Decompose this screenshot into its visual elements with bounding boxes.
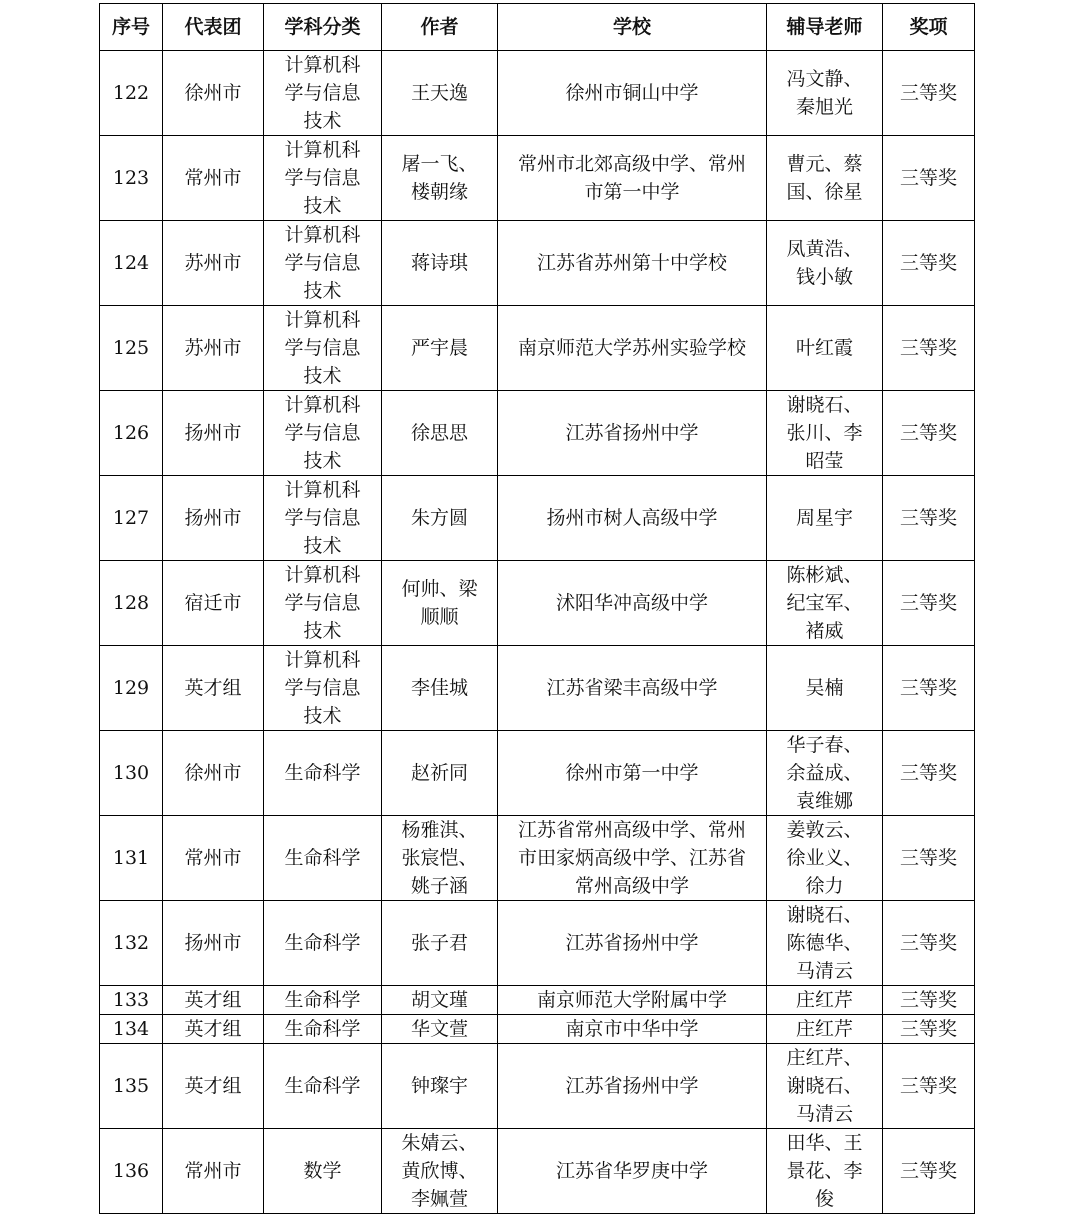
header-subject: 学科分类 (264, 4, 382, 51)
cell-teacher-line: 庄红芹 (795, 989, 853, 1011)
cell-award: 三等奖 (883, 1044, 975, 1129)
cell-subject-line: 计算机科 (284, 649, 361, 671)
cell-award: 三等奖 (883, 1129, 975, 1214)
cell-team: 英才组 (163, 1015, 264, 1044)
cell-school-line: 徐州市铜山中学 (565, 82, 699, 104)
cell-teacher (767, 1129, 883, 1214)
cell-subject (264, 476, 382, 561)
cell-subject-line: 生命科学 (284, 1018, 361, 1040)
cell-subject-line: 计算机科 (284, 564, 361, 586)
cell-author (382, 901, 498, 986)
cell-subject-line: 技术 (303, 705, 342, 727)
cell-team: 英才组 (163, 646, 264, 731)
cell-author-line: 顺顺 (420, 606, 459, 628)
cell-subject-line: 计算机科 (284, 54, 361, 76)
cell-subject-line: 学与信息 (284, 507, 361, 529)
cell-team: 英才组 (163, 986, 264, 1015)
cell-teacher (767, 646, 883, 731)
cell-author (382, 1044, 498, 1129)
cell-school-line: 扬州市树人高级中学 (546, 507, 718, 529)
cell-team: 扬州市 (163, 391, 264, 476)
cell-award: 三等奖 (883, 136, 975, 221)
cell-school-line: 江苏省梁丰高级中学 (546, 677, 718, 699)
cell-teacher (767, 391, 883, 476)
cell-subject-line: 学与信息 (284, 167, 361, 189)
cell-team: 常州市 (163, 816, 264, 901)
cell-no: 134 (100, 1015, 163, 1044)
cell-award: 三等奖 (883, 1015, 975, 1044)
cell-author (382, 136, 498, 221)
cell-subject (264, 391, 382, 476)
cell-teacher-line: 姜敦云、 (786, 819, 863, 841)
cell-no: 130 (100, 731, 163, 816)
cell-school-line: 南京师范大学附属中学 (536, 989, 727, 1011)
cell-school-line: 市第一中学 (584, 181, 680, 203)
cell-author-line: 严宇晨 (410, 337, 468, 359)
cell-author-line: 赵祈同 (410, 762, 468, 784)
cell-author-line: 胡文瑾 (410, 989, 468, 1011)
cell-teacher-line: 庄红芹 (795, 1018, 853, 1040)
cell-no: 126 (100, 391, 163, 476)
cell-teacher (767, 1015, 883, 1044)
cell-award: 三等奖 (883, 901, 975, 986)
cell-teacher-line: 徐力 (805, 875, 844, 897)
cell-no: 131 (100, 816, 163, 901)
cell-teacher (767, 731, 883, 816)
cell-no: 135 (100, 1044, 163, 1129)
cell-teacher (767, 476, 883, 561)
cell-school (498, 221, 767, 306)
cell-subject-line: 生命科学 (284, 932, 361, 954)
cell-award: 三等奖 (883, 731, 975, 816)
cell-school (498, 986, 767, 1015)
cell-subject-line: 计算机科 (284, 394, 361, 416)
cell-teacher-line: 张川、李 (786, 422, 863, 444)
cell-teacher (767, 51, 883, 136)
cell-author-line: 屠一飞、 (401, 153, 478, 175)
table-row (100, 1015, 975, 1044)
cell-teacher (767, 816, 883, 901)
cell-author-line: 何帅、梁 (401, 578, 478, 600)
cell-no: 132 (100, 901, 163, 986)
cell-subject-line: 技术 (303, 280, 342, 302)
table-row (100, 816, 975, 901)
cell-subject (264, 136, 382, 221)
cell-author (382, 391, 498, 476)
cell-teacher-line: 袁维娜 (795, 790, 853, 812)
cell-award: 三等奖 (883, 391, 975, 476)
cell-teacher-line: 马清云 (795, 960, 853, 982)
cell-subject-line: 生命科学 (284, 1075, 361, 1097)
cell-teacher (767, 986, 883, 1015)
cell-teacher-line: 谢晓石、 (786, 904, 863, 926)
cell-subject-line: 技术 (303, 620, 342, 642)
cell-subject (264, 51, 382, 136)
table-row (100, 561, 975, 646)
cell-author (382, 1015, 498, 1044)
table-row (100, 646, 975, 731)
cell-school (498, 1129, 767, 1214)
cell-award: 三等奖 (883, 986, 975, 1015)
cell-teacher-line: 庄红芹、 (786, 1047, 863, 1069)
cell-teacher (767, 136, 883, 221)
cell-subject-line: 生命科学 (284, 762, 361, 784)
cell-teacher-line: 国、徐星 (786, 181, 863, 203)
cell-award: 三等奖 (883, 221, 975, 306)
cell-subject-line: 技术 (303, 365, 342, 387)
table-row (100, 391, 975, 476)
cell-author (382, 646, 498, 731)
cell-school-line: 江苏省常州高级中学、常州 (517, 819, 746, 841)
cell-school-line: 江苏省华罗庚中学 (555, 1160, 708, 1182)
cell-teacher-line: 吴楠 (805, 677, 844, 699)
cell-teacher (767, 561, 883, 646)
cell-author-line: 朱婧云、 (401, 1132, 478, 1154)
cell-subject-line: 学与信息 (284, 422, 361, 444)
cell-school-line: 沭阳华冲高级中学 (555, 592, 708, 614)
table-row (100, 986, 975, 1015)
cell-award: 三等奖 (883, 51, 975, 136)
cell-school-line: 常州高级中学 (574, 875, 689, 897)
cell-author (382, 1129, 498, 1214)
table-header-row (100, 4, 975, 51)
cell-team: 苏州市 (163, 306, 264, 391)
cell-school-line: 徐州市第一中学 (565, 762, 699, 784)
cell-school (498, 561, 767, 646)
cell-author (382, 51, 498, 136)
cell-author (382, 476, 498, 561)
cell-teacher-line: 曹元、蔡 (786, 153, 863, 175)
table-row (100, 1129, 975, 1214)
cell-subject-line: 数学 (303, 1160, 342, 1182)
cell-author-line: 姚子涵 (410, 875, 468, 897)
table-row (100, 901, 975, 986)
cell-team: 扬州市 (163, 901, 264, 986)
table-row (100, 306, 975, 391)
cell-no: 127 (100, 476, 163, 561)
cell-teacher-line: 凤黄浩、 (786, 238, 863, 260)
cell-teacher-line: 马清云 (795, 1103, 853, 1125)
cell-subject-line: 生命科学 (284, 847, 361, 869)
cell-no: 124 (100, 221, 163, 306)
cell-subject (264, 816, 382, 901)
header-no: 序号 (100, 4, 163, 51)
table-row (100, 476, 975, 561)
cell-author (382, 986, 498, 1015)
cell-school-line: 江苏省扬州中学 (565, 422, 699, 444)
cell-author-line: 李佳城 (410, 677, 468, 699)
cell-author (382, 306, 498, 391)
cell-award: 三等奖 (883, 476, 975, 561)
cell-author (382, 221, 498, 306)
cell-school (498, 901, 767, 986)
cell-teacher-line: 徐业义、 (786, 847, 863, 869)
cell-teacher-line: 秦旭光 (795, 96, 853, 118)
cell-team: 宿迁市 (163, 561, 264, 646)
cell-teacher-line: 冯文静、 (786, 68, 863, 90)
cell-subject (264, 646, 382, 731)
cell-school (498, 136, 767, 221)
cell-author-line: 张宸恺、 (401, 847, 478, 869)
cell-subject-line: 技术 (303, 535, 342, 557)
cell-author (382, 731, 498, 816)
cell-author-line: 张子君 (410, 932, 468, 954)
cell-subject-line: 计算机科 (284, 309, 361, 331)
cell-author-line: 杨雅淇、 (401, 819, 478, 841)
cell-teacher-line: 褚威 (805, 620, 844, 642)
header-award: 奖项 (883, 4, 975, 51)
cell-school (498, 816, 767, 901)
cell-subject (264, 1129, 382, 1214)
cell-subject-line: 学与信息 (284, 592, 361, 614)
cell-no: 128 (100, 561, 163, 646)
awards-table (99, 3, 975, 1214)
cell-school (498, 306, 767, 391)
table-row (100, 221, 975, 306)
header-teacher: 辅导老师 (767, 4, 883, 51)
table-row (100, 136, 975, 221)
cell-no: 136 (100, 1129, 163, 1214)
cell-no: 133 (100, 986, 163, 1015)
cell-teacher-line: 景花、李 (786, 1160, 863, 1182)
cell-award: 三等奖 (883, 646, 975, 731)
cell-subject-line: 技术 (303, 195, 342, 217)
cell-teacher-line: 华子春、 (786, 734, 863, 756)
cell-teacher-line: 谢晓石、 (786, 1075, 863, 1097)
cell-author (382, 816, 498, 901)
cell-subject-line: 计算机科 (284, 479, 361, 501)
cell-teacher-line: 陈德华、 (786, 932, 863, 954)
cell-subject-line: 学与信息 (284, 337, 361, 359)
cell-subject (264, 731, 382, 816)
cell-subject (264, 986, 382, 1015)
cell-author-line: 华文萱 (410, 1018, 468, 1040)
cell-teacher (767, 1044, 883, 1129)
cell-author-line: 黄欣博、 (401, 1160, 478, 1182)
cell-subject-line: 学与信息 (284, 252, 361, 274)
cell-award: 三等奖 (883, 306, 975, 391)
cell-teacher-line: 周星宇 (795, 507, 853, 529)
cell-school (498, 1044, 767, 1129)
table-row (100, 51, 975, 136)
cell-school (498, 1015, 767, 1044)
cell-school (498, 51, 767, 136)
cell-no: 123 (100, 136, 163, 221)
cell-school-line: 常州市北郊高级中学、常州 (517, 153, 746, 175)
cell-school-line: 江苏省苏州第十中学校 (536, 252, 727, 274)
cell-teacher-line: 纪宝军、 (786, 592, 863, 614)
cell-teacher-line: 谢晓石、 (786, 394, 863, 416)
cell-subject-line: 学与信息 (284, 82, 361, 104)
cell-school-line: 南京市中华中学 (565, 1018, 699, 1040)
cell-school (498, 731, 767, 816)
cell-teacher-line: 昭莹 (805, 450, 844, 472)
cell-school-line: 市田家炳高级中学、江苏省 (517, 847, 746, 869)
cell-author-line: 朱方圆 (410, 507, 468, 529)
cell-subject (264, 221, 382, 306)
cell-author-line: 李姵萱 (410, 1188, 468, 1210)
cell-subject-line: 技术 (303, 450, 342, 472)
cell-school (498, 391, 767, 476)
cell-award: 三等奖 (883, 561, 975, 646)
cell-team: 常州市 (163, 1129, 264, 1214)
cell-school (498, 646, 767, 731)
cell-team: 徐州市 (163, 731, 264, 816)
cell-teacher-line: 俊 (814, 1188, 834, 1210)
cell-team: 常州市 (163, 136, 264, 221)
cell-team: 英才组 (163, 1044, 264, 1129)
cell-teacher-line: 田华、王 (786, 1132, 863, 1154)
cell-subject (264, 306, 382, 391)
cell-no: 122 (100, 51, 163, 136)
cell-author-line: 楼朝缘 (410, 181, 468, 203)
cell-no: 129 (100, 646, 163, 731)
cell-subject (264, 1044, 382, 1129)
cell-school-line: 江苏省扬州中学 (565, 1075, 699, 1097)
header-author: 作者 (382, 4, 498, 51)
table-row (100, 731, 975, 816)
cell-author-line: 徐思思 (410, 422, 468, 444)
cell-school-line: 南京师范大学苏州实验学校 (517, 337, 746, 359)
cell-teacher-line: 钱小敏 (795, 266, 853, 288)
cell-subject-line: 技术 (303, 110, 342, 132)
cell-subject-line: 计算机科 (284, 224, 361, 246)
cell-team: 苏州市 (163, 221, 264, 306)
header-team: 代表团 (163, 4, 264, 51)
cell-no: 125 (100, 306, 163, 391)
cell-school-line: 江苏省扬州中学 (565, 932, 699, 954)
cell-author-line: 钟璨宇 (410, 1075, 468, 1097)
cell-teacher-line: 陈彬斌、 (786, 564, 863, 586)
cell-team: 扬州市 (163, 476, 264, 561)
cell-teacher (767, 901, 883, 986)
header-school: 学校 (498, 4, 767, 51)
cell-teacher-line: 叶红霞 (795, 337, 853, 359)
table-row (100, 1044, 975, 1129)
cell-teacher (767, 306, 883, 391)
cell-subject-line: 计算机科 (284, 139, 361, 161)
cell-author (382, 561, 498, 646)
cell-team: 徐州市 (163, 51, 264, 136)
cell-subject (264, 1015, 382, 1044)
cell-author-line: 王天逸 (410, 82, 468, 104)
cell-author-line: 蒋诗琪 (410, 252, 468, 274)
cell-teacher-line: 余益成、 (786, 762, 863, 784)
cell-subject (264, 561, 382, 646)
cell-teacher (767, 221, 883, 306)
cell-subject-line: 生命科学 (284, 989, 361, 1011)
cell-award: 三等奖 (883, 816, 975, 901)
cell-subject-line: 学与信息 (284, 677, 361, 699)
cell-school (498, 476, 767, 561)
cell-subject (264, 901, 382, 986)
